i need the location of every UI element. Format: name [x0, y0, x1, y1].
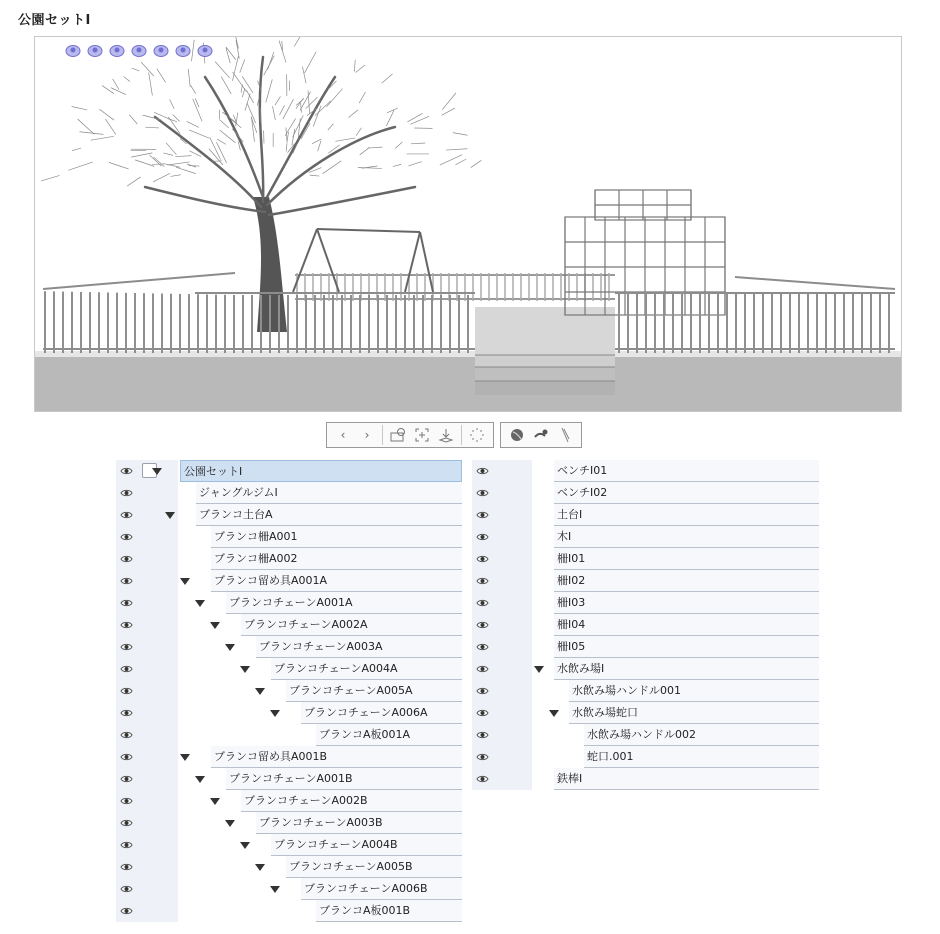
tree-node-text: 柵I05: [557, 640, 586, 653]
tree-node-label[interactable]: [226, 592, 462, 614]
move-object-icon[interactable]: [129, 41, 149, 59]
tree-node-text: ブランコ留め具A001B: [214, 750, 328, 763]
tree-node-text: ベンチI02: [557, 486, 608, 499]
tree-node-label[interactable]: [211, 548, 462, 570]
ground-align-button[interactable]: [434, 424, 458, 446]
tree-row[interactable]: [116, 856, 462, 878]
tree-row[interactable]: [116, 526, 462, 548]
tree-node-text: 公園セットI: [184, 465, 243, 478]
tree-node-text: ブランコ土台A: [199, 508, 273, 521]
tree-node-label[interactable]: [554, 460, 819, 482]
visibility-cell: [472, 658, 532, 680]
tree-node-text: ベンチI01: [557, 464, 608, 477]
visibility-cell: [472, 724, 532, 746]
visibility-cell: [472, 548, 532, 570]
tree-node-label[interactable]: [271, 834, 462, 856]
material-button[interactable]: [505, 424, 529, 446]
tree-row[interactable]: [116, 614, 462, 636]
tree-node-label[interactable]: [211, 526, 462, 548]
tree-node-text: ブランコチェーンA006A: [304, 706, 428, 719]
tree-row[interactable]: [116, 548, 462, 570]
visibility-cell: [116, 702, 178, 724]
visibility-cell: [472, 460, 532, 482]
visibility-cell: [116, 636, 178, 658]
tree-row[interactable]: [116, 878, 462, 900]
visibility-cell: [472, 768, 532, 790]
tree-node-label[interactable]: [554, 658, 819, 680]
tree-node-text: ブランコチェーンA003B: [259, 816, 383, 829]
bone-icon: [557, 426, 573, 444]
eye-icon[interactable]: [476, 576, 489, 586]
tree-node-text: 蛇口.001: [587, 750, 634, 763]
tree-node-label[interactable]: [554, 548, 819, 570]
tree-row[interactable]: [116, 636, 462, 658]
tree-row[interactable]: [116, 812, 462, 834]
scene-tree-left: [116, 460, 462, 922]
eye-icon[interactable]: [476, 488, 489, 498]
expand-toggle-icon[interactable]: [255, 688, 265, 695]
tree-node-label[interactable]: [554, 570, 819, 592]
rotate-object-icon[interactable]: [151, 41, 171, 59]
tree-node-label[interactable]: [241, 614, 462, 636]
expand-toggle-icon[interactable]: [165, 512, 175, 519]
tree-row[interactable]: [116, 658, 462, 680]
tree-node-text: 鉄棒I: [557, 772, 583, 785]
tree-node-text: 土台I: [557, 508, 583, 521]
tree-node-text: 柵I01: [557, 552, 586, 565]
expand-toggle-icon[interactable]: [270, 886, 280, 893]
tree-node-text: 水飲み場ハンドル001: [572, 684, 681, 697]
visibility-cell: [116, 790, 178, 812]
select-object-icon[interactable]: [173, 41, 193, 59]
tree-node-label[interactable]: [211, 746, 462, 768]
eye-icon[interactable]: [476, 730, 489, 740]
tree-node-label[interactable]: [211, 570, 462, 592]
tree-row[interactable]: [472, 724, 819, 746]
tree-node-text: ブランコチェーンA004A: [274, 662, 398, 675]
tree-row[interactable]: [472, 482, 819, 504]
tree-row[interactable]: [472, 680, 819, 702]
visibility-cell: [116, 724, 178, 746]
scene-tree-right: [472, 460, 819, 790]
tree-node-label[interactable]: [180, 460, 462, 482]
tree-node-text: 水飲み場ハンドル002: [587, 728, 696, 741]
eye-icon[interactable]: [120, 686, 133, 696]
toolbar-divider: [461, 425, 462, 445]
eye-icon[interactable]: [120, 862, 133, 872]
visibility-cell: [472, 680, 532, 702]
tree-node-label[interactable]: [226, 768, 462, 790]
tree-node-label[interactable]: [584, 746, 819, 768]
eye-icon[interactable]: [120, 796, 133, 806]
fit-view-icon: [414, 427, 430, 443]
tree-node-text: 木I: [557, 530, 572, 543]
nav-tool-group: [326, 422, 494, 448]
tree-node-text: 水飲み場I: [557, 662, 605, 675]
tree-node-label[interactable]: [554, 526, 819, 548]
eye-icon[interactable]: [476, 510, 489, 520]
tree-node-label[interactable]: [316, 900, 462, 922]
expand-toggle-icon[interactable]: [210, 622, 220, 629]
visibility-cell: [472, 482, 532, 504]
tree-row[interactable]: [116, 790, 462, 812]
rotate-camera-icon[interactable]: [63, 41, 83, 59]
tree-node-text: ブランコチェーンA003A: [259, 640, 383, 653]
expand-toggle-icon[interactable]: [255, 864, 265, 871]
tree-node-text: ブランコチェーンA001A: [229, 596, 353, 609]
eye-icon[interactable]: [120, 774, 133, 784]
tree-node-text: 水飲み場蛇口: [572, 706, 638, 719]
expand-toggle-icon[interactable]: [240, 666, 250, 673]
visibility-cell: [116, 768, 178, 790]
tree-node-text: 柵I04: [557, 618, 586, 631]
ground-plane-icon[interactable]: [195, 41, 215, 59]
expand-toggle-icon[interactable]: [195, 776, 205, 783]
tree-node-text: ブランコA板001A: [319, 728, 411, 741]
tree-row[interactable]: [472, 592, 819, 614]
eye-icon[interactable]: [120, 576, 133, 586]
tree-row[interactable]: [472, 636, 819, 658]
tree-row[interactable]: [472, 746, 819, 768]
pose-icon: [532, 427, 550, 443]
tree-row[interactable]: [472, 504, 819, 526]
tree-node-label[interactable]: [584, 724, 819, 746]
light-button[interactable]: [465, 424, 489, 446]
tree-row[interactable]: [116, 900, 462, 922]
toolbar-divider: [382, 425, 383, 445]
expand-toggle-icon[interactable]: [534, 666, 544, 673]
pose-button[interactable]: [529, 424, 553, 446]
tree-node-text: ブランコチェーンA002B: [244, 794, 368, 807]
tree-node-text: ブランコ柵A002: [214, 552, 298, 565]
visibility-cell: [116, 570, 178, 592]
eye-icon[interactable]: [476, 664, 489, 674]
expand-toggle-icon[interactable]: [210, 798, 220, 805]
tree-node-label[interactable]: [196, 504, 462, 526]
eye-icon[interactable]: [120, 708, 133, 718]
eye-icon[interactable]: [476, 620, 489, 630]
tree-row[interactable]: [116, 724, 462, 746]
pan-camera-icon[interactable]: [85, 41, 105, 59]
tree-node-text: ブランコ柵A001: [214, 530, 298, 543]
tree-row[interactable]: [472, 526, 819, 548]
eye-icon[interactable]: [120, 488, 133, 498]
visibility-cell: [472, 592, 532, 614]
camera-capture-icon: [389, 427, 407, 443]
tree-row[interactable]: [472, 460, 819, 482]
expand-toggle-icon[interactable]: [152, 468, 162, 475]
visibility-cell: [116, 812, 178, 834]
page-title: 公園セットI: [18, 13, 91, 28]
eye-icon[interactable]: [476, 642, 489, 652]
visibility-cell: [116, 482, 178, 504]
expand-toggle-icon[interactable]: [195, 600, 205, 607]
tree-node-text: ブランコチェーンA005A: [289, 684, 413, 697]
tree-node-text: ブランコチェーンA006B: [304, 882, 428, 895]
eye-icon[interactable]: [120, 906, 133, 916]
tree-row[interactable]: [472, 702, 819, 724]
park-scene-render: [35, 37, 901, 411]
tree-row[interactable]: [472, 570, 819, 592]
expand-toggle-icon[interactable]: [180, 754, 190, 761]
tree-row[interactable]: [116, 460, 462, 482]
tree-node-label[interactable]: [256, 636, 462, 658]
eye-icon[interactable]: [476, 752, 489, 762]
tree-node-label[interactable]: [569, 680, 819, 702]
tree-node-text: 柵I03: [557, 596, 586, 609]
tree-node-label[interactable]: [554, 768, 819, 790]
eye-icon[interactable]: [120, 620, 133, 630]
visibility-cell: [116, 592, 178, 614]
tree-node-label[interactable]: [554, 592, 819, 614]
expand-toggle-icon[interactable]: [240, 842, 250, 849]
eye-icon[interactable]: [476, 554, 489, 564]
tree-node-label[interactable]: [569, 702, 819, 724]
tree-node-text: ブランコA板001B: [319, 904, 411, 917]
tree-node-text: 柵I02: [557, 574, 586, 587]
expand-toggle-icon[interactable]: [549, 710, 559, 717]
render-tool-group: [500, 422, 582, 448]
tree-node-label[interactable]: [554, 504, 819, 526]
tree-node-label[interactable]: [271, 658, 462, 680]
visibility-cell: [116, 658, 178, 680]
tree-node-text: ブランコチェーンA005B: [289, 860, 413, 873]
tree-node-text: ジャングルジムI: [199, 486, 278, 499]
next-view-button[interactable]: ›: [364, 428, 370, 442]
tree-row[interactable]: [116, 570, 462, 592]
dolly-camera-icon[interactable]: [107, 41, 127, 59]
eye-icon[interactable]: [476, 686, 489, 696]
tree-node-label[interactable]: [286, 680, 462, 702]
tree-node-text: ブランコチェーンA001B: [229, 772, 353, 785]
visibility-cell: [472, 614, 532, 636]
tree-row[interactable]: [116, 592, 462, 614]
eye-icon[interactable]: [476, 532, 489, 542]
eye-icon[interactable]: [120, 598, 133, 608]
fit-view-button[interactable]: [410, 424, 434, 446]
tree-row[interactable]: [116, 504, 462, 526]
visibility-cell: [116, 856, 178, 878]
tree-row[interactable]: [116, 746, 462, 768]
eye-icon[interactable]: [120, 510, 133, 520]
camera-tools: [63, 41, 215, 59]
eye-icon[interactable]: [120, 664, 133, 674]
tree-node-label[interactable]: [286, 856, 462, 878]
expand-toggle-icon[interactable]: [225, 820, 235, 827]
eye-icon[interactable]: [120, 642, 133, 652]
expand-toggle-icon[interactable]: [225, 644, 235, 651]
tree-row[interactable]: [472, 614, 819, 636]
visibility-cell: [472, 746, 532, 768]
tree-row[interactable]: [472, 768, 819, 790]
tree-node-label[interactable]: [301, 702, 462, 724]
eye-icon[interactable]: [120, 884, 133, 894]
eye-icon[interactable]: [120, 840, 133, 850]
tree-row[interactable]: [472, 658, 819, 680]
visibility-cell: [116, 746, 178, 768]
visibility-cell: [472, 526, 532, 548]
tree-row[interactable]: [116, 482, 462, 504]
eye-icon[interactable]: [120, 752, 133, 762]
visibility-cell: [116, 526, 178, 548]
tree-row[interactable]: [472, 548, 819, 570]
tree-node-label[interactable]: [316, 724, 462, 746]
tree-node-text: ブランコチェーンA002A: [244, 618, 368, 631]
expand-toggle-icon[interactable]: [270, 710, 280, 717]
visibility-cell: [116, 680, 178, 702]
eye-icon[interactable]: [120, 532, 133, 542]
visibility-cell: [472, 504, 532, 526]
tree-node-label[interactable]: [301, 878, 462, 900]
visibility-cell: [472, 570, 532, 592]
eye-icon[interactable]: [476, 774, 489, 784]
visibility-cell: [472, 636, 532, 658]
tree-node-label[interactable]: [256, 812, 462, 834]
eye-icon[interactable]: [120, 466, 133, 476]
eye-icon[interactable]: [476, 466, 489, 476]
tree-row[interactable]: [116, 768, 462, 790]
tree-node-label[interactable]: [554, 636, 819, 658]
expand-toggle-icon[interactable]: [180, 578, 190, 585]
tree-node-text: ブランコ留め具A001A: [214, 574, 328, 587]
visibility-cell: [116, 614, 178, 636]
visibility-cell: [116, 548, 178, 570]
camera-capture-button[interactable]: [386, 424, 410, 446]
3d-viewport[interactable]: [34, 36, 902, 412]
bone-button[interactable]: [553, 424, 577, 446]
ground-align-icon: [438, 427, 454, 443]
view-toolbar: [326, 422, 582, 448]
material-sphere-icon: [508, 427, 526, 443]
prev-view-button[interactable]: ‹: [340, 428, 346, 442]
eye-icon[interactable]: [120, 818, 133, 828]
tree-node-label[interactable]: [554, 482, 819, 504]
tree-row[interactable]: [116, 702, 462, 724]
visibility-cell: [472, 702, 532, 724]
eye-icon[interactable]: [120, 554, 133, 564]
visibility-cell: [116, 834, 178, 856]
eye-icon[interactable]: [476, 598, 489, 608]
visibility-cell: [116, 878, 178, 900]
tree-node-text: ブランコチェーンA004B: [274, 838, 398, 851]
tree-node-label[interactable]: [196, 482, 462, 504]
tree-row[interactable]: [116, 834, 462, 856]
eye-icon[interactable]: [120, 730, 133, 740]
tree-node-label[interactable]: [554, 614, 819, 636]
eye-icon[interactable]: [476, 708, 489, 718]
light-sparkle-icon: [469, 427, 485, 443]
visibility-cell: [116, 900, 178, 922]
tree-node-label[interactable]: [241, 790, 462, 812]
tree-row[interactable]: [116, 680, 462, 702]
